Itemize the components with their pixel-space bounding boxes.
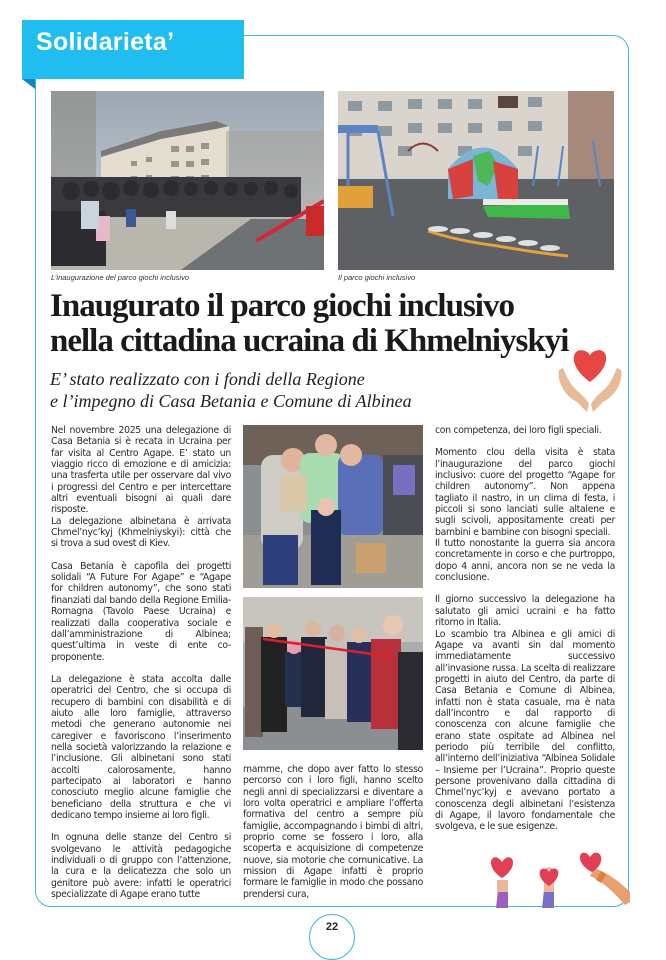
photo-playground	[338, 91, 614, 270]
paragraph: Il tutto nonostante la guerra sia ancora concretamente in corso e che purtroppo, dopo 4 anni, ancora non se ne veda la conclusione.	[435, 538, 615, 584]
article-column-1	[51, 425, 231, 900]
paragraph: Il giorno successivo la delegazione ha salutato gli amici ucraini e ha fatto ritorno in Italia.	[435, 594, 615, 629]
article-subhead	[50, 368, 412, 412]
hearts-in-hands-icon	[480, 850, 630, 908]
photo-caption: Il parco giochi inclusivo	[338, 273, 416, 282]
photo-caption: L’inaugurazione del parco giochi inclusivo	[51, 273, 190, 282]
paragraph: Casa Betania è capofila dei progetti solidali “A Future For Agape” e “Agape for children autonomy”, che sono stati finanziati dal bando della Regione Emilia-Romagna (Tavolo Paese Ucraina) e realizzati dalla cooperativa sociale e dall’amministrazione di Albinea; quest’ultima in veste di ente co-proponente.	[51, 560, 231, 663]
paragraph: Lo scambio tra Albinea e gli amici di Agape va avanti sin dal momento immediatamente successivo all’invasione russa. La scelta di realizzare progetti in aiuto del Centro, da parte di Casa Betania e Comune di Albinea, infatti non è stata casuale, ma è nata dall’incontro e dal rapporto di conoscenza con alcune famiglie che erano state ospitate ad Albinea nel periodo più terribile del conflitto, all’interno dell’iniziativa “Albinea Solidale – Insieme per l’Ucraina”. Proprio queste persone provenivano dalla cittadina di Chmel’nyc’kyj e avevano portato a conoscenza degli albinetani l’esistenza di Agape, il lavoro fondamentale che svolgeva, e le sue esigenze.	[435, 628, 615, 833]
paragraph: La delegazione albinetana è arrivata Chmel’nyc’kyj (Khmelniyskyi): città che si trova a sud ovest di Kiev.	[51, 515, 231, 550]
heart-hands-icon	[555, 340, 625, 415]
paragraph: mamme, che dopo aver fatto lo stesso percorso con i loro figli, hanno scelto negli anni di specializzarsi e diventare a loro volta operatrici e ampliare l’offerta formativa del centro a sempre più famiglie, accompagnando i bimbi di altri, proprio come se fossero i loro, alla scoperta e acquisizione di competenze nuove, sia motorie che comunicative. La mission di Agape infatti è proprio formare le famiglie in modo che possano prendersi cura,	[243, 764, 423, 900]
article-column-3	[435, 425, 615, 833]
subhead-line: e l’impegno di Casa Betania e Comune di Albinea	[50, 391, 412, 411]
headline-line: nella cittadina ucraina di Khmelniyskyi	[50, 323, 569, 359]
paragraph: Momento clou della visita è stata l’inaugurazione del parco giochi inclusivo: cuore del progetto “Agape for children autonomy”. Non appena tagliato il nastro, in un clima di festa, i piccoli si sono lanciati sulle altalene e sugli scivoli, appositamente creati per bambini e bambine con bisogni speciali.	[435, 447, 615, 538]
section-title: Solidarieta’	[36, 28, 175, 56]
page-number-badge	[309, 914, 355, 960]
article-headline	[50, 289, 568, 359]
page-number: 22	[325, 921, 339, 933]
paragraph: Nel novembre 2025 una delegazione di Casa Betania si è recata in Ucraina per far visita al Centro Agape. E’ stato un viaggio ricco di emozione e di amicizia: una trasferta utile per osservare dal vivo i progressi del Centro e per intercettare altri eventuali bisogni ai quali dare risposte.	[51, 425, 231, 516]
headline-line: Inaugurato il parco giochi inclusivo	[50, 288, 514, 324]
paragraph: con competenza, dei loro figli speciali.	[435, 425, 602, 436]
article-column-2	[243, 764, 423, 900]
photo-family-group	[243, 425, 423, 588]
subhead-line: E’ stato realizzato con i fondi della Regione	[50, 369, 365, 389]
photo-inauguration	[51, 91, 324, 270]
paragraph: La delegazione è stata accolta dalle operatrici del Centro, che si occupa di recupero di bambini con disabilità e di aiuto alle loro famiglie, attraverso metodi che generano autonomie nei caregiver e favoriscono l’inserimento nella società valorizzando la relazione e l’inclusione. Gli albinetani sono stati accolti calorosamente, hanno partecipato ai laboratori e hanno conosciuto meglio alcune famiglie che beneficiano della struttura e che vi dedicano tempo insieme ai loro figli.	[51, 673, 231, 821]
photo-ribbon-cutting	[243, 597, 423, 750]
paragraph: In ognuna delle stanze del Centro si svolgevano le attività pedagogiche individuali o di gruppo con l’attenzione, la cura e la delicatezza che solo un genitore può avere: infatti le operatrici specializzate di Agape erano tutte	[51, 832, 231, 901]
banner-fold	[22, 79, 35, 89]
